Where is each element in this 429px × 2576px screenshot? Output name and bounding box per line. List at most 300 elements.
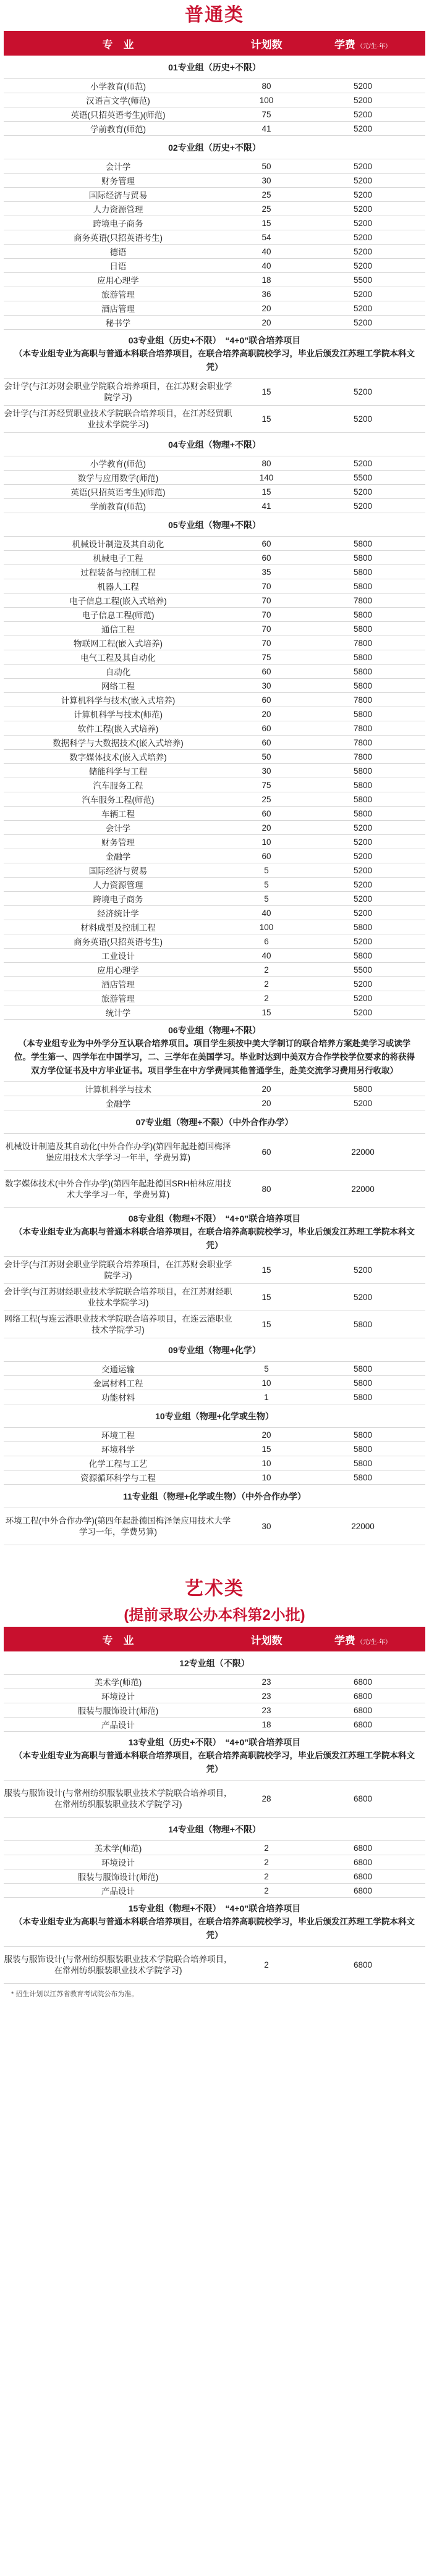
plan-count: 2 (264, 1857, 269, 1867)
table-row (4, 159, 425, 174)
tuition-fee: 5800 (353, 922, 373, 932)
table-row (4, 565, 425, 579)
plan-count: 80 (261, 81, 271, 91)
table-row (4, 863, 425, 878)
major-name: 数学与应用数学(师范) (77, 474, 159, 483)
major-name: 会计学(与江苏财经职业技术学院联合培养项目，在江苏财经职业技术学院学习) (4, 1286, 232, 1307)
plan-count: 60 (261, 553, 271, 563)
plan-count: 36 (261, 289, 271, 299)
major-name: 酒店管理 (101, 304, 135, 314)
plan-count: 70 (261, 638, 271, 648)
art-section-title: 艺术类 (185, 1579, 244, 1599)
plan-count: 41 (261, 124, 271, 133)
major-name: 日语 (109, 262, 127, 271)
plan-count: 40 (261, 246, 271, 256)
tuition-fee: 5800 (353, 1392, 373, 1402)
major-name: 环境科学 (101, 1445, 135, 1454)
major-name: 功能材料 (101, 1393, 135, 1403)
plan-count: 20 (261, 1098, 271, 1108)
major-name: 美术学(师范) (94, 1678, 142, 1687)
table-row (4, 551, 425, 565)
plan-count: 50 (261, 752, 271, 761)
major-name: 英语(只招英语考生)(师范) (70, 488, 166, 497)
table-row (4, 594, 425, 608)
plan-count: 20 (261, 823, 271, 833)
major-name: 商务英语(只招英语考生) (74, 938, 163, 947)
header-major: 专 业 (102, 38, 134, 51)
table-row (4, 920, 425, 934)
major-name: 经济统计学 (97, 909, 139, 918)
plan-count: 28 (261, 1794, 271, 1803)
tuition-fee: 5200 (353, 124, 373, 133)
tuition-fee: 6800 (353, 1691, 373, 1701)
table-row (4, 693, 425, 707)
table-row (4, 963, 425, 977)
plan-count: 80 (261, 458, 271, 468)
major-name: 机械设计制造及其自动化 (72, 540, 164, 549)
major-name: 电子信息工程(师范) (82, 611, 155, 620)
major-name: 旅游管理 (101, 994, 135, 1004)
plan-count: 25 (261, 204, 271, 214)
tuition-fee: 5200 (353, 414, 373, 424)
tuition-fee: 6800 (353, 1886, 373, 1895)
art-table-header (4, 1627, 425, 1651)
plan-count: 25 (261, 190, 271, 199)
table-row (4, 202, 425, 216)
tuition-fee: 5200 (353, 894, 373, 904)
table-row (4, 259, 425, 273)
table-row (4, 764, 425, 778)
major-name: 汽车服务工程(师范) (82, 795, 155, 805)
tuition-fee: 5800 (353, 1084, 373, 1094)
major-name: 服装与服饰设计(与常州纺织服装职业技术学院联合培养项目，在常州纺织服装职业技术学院学习) (4, 1954, 232, 1975)
plan-count: 18 (261, 1719, 271, 1729)
table-row (4, 1390, 425, 1404)
tuition-fee: 5200 (353, 879, 373, 889)
major-name: 服装与服饰设计(师范) (77, 1873, 159, 1882)
general-table-header (4, 31, 425, 56)
table-row (4, 1362, 425, 1376)
major-name: 环境工程(中外合作办学)(第四年起赴德国梅泽堡应用技术大学学习一年，学费另算) (5, 1516, 231, 1537)
major-name: 机械电子工程 (93, 554, 143, 563)
table-row (4, 485, 425, 499)
table-row (4, 878, 425, 892)
major-name: 美术学(师范) (94, 1844, 142, 1853)
major-name: 资源循环科学与工程 (80, 1474, 156, 1483)
plan-count: 10 (261, 837, 271, 847)
major-name: 汉语言文学(师范) (86, 96, 150, 106)
table-row (4, 1869, 425, 1884)
major-name: 会计学 (105, 162, 131, 172)
group-title: 02专业组（历史+不限） (4, 136, 425, 159)
major-name: 网络工程(与连云港职业技术学院联合培养项目，在连云港职业技术学院学习) (4, 1314, 232, 1335)
plan-count: 35 (261, 567, 271, 577)
tuition-fee: 5800 (353, 624, 373, 634)
art-section-subtitle: (提前录取公办本科第2小批) (124, 1607, 305, 1624)
major-name: 汽车服务工程 (93, 781, 143, 791)
table-row (4, 636, 425, 650)
major-name: 环境工程 (101, 1431, 135, 1440)
table-row (4, 650, 425, 665)
plan-count: 20 (261, 1430, 271, 1440)
plan-count: 20 (261, 1084, 271, 1094)
table-row (4, 707, 425, 721)
plan-count: 5 (264, 879, 269, 889)
tuition-fee: 5200 (353, 993, 373, 1003)
header-plan: 计划数 (250, 38, 282, 51)
major-name: 金融学 (105, 852, 131, 862)
major-name: 跨境电子商务 (93, 895, 143, 904)
plan-count: 100 (259, 922, 274, 932)
plan-count: 10 (261, 1472, 271, 1482)
tuition-fee: 6800 (353, 1719, 373, 1729)
major-name: 数据科学与大数据技术(嵌入式培养) (53, 739, 184, 748)
plan-count: 23 (261, 1705, 271, 1715)
table-row (4, 79, 425, 93)
table-row (4, 537, 425, 551)
table-row (4, 1781, 425, 1818)
tuition-fee: 5200 (353, 851, 373, 861)
table-row (4, 934, 425, 949)
plan-count: 10 (261, 1458, 271, 1468)
plan-count: 5 (264, 894, 269, 904)
tuition-fee: 5200 (353, 109, 373, 119)
tuition-fee: 5800 (353, 1378, 373, 1388)
tuition-fee: 5200 (353, 161, 373, 171)
header-fee: 学费 （元/生·年） (334, 38, 392, 51)
table-row (4, 849, 425, 863)
plan-count: 60 (261, 723, 271, 733)
tuition-fee: 5500 (353, 965, 373, 975)
tuition-fee: 5800 (353, 709, 373, 719)
table-row (4, 1855, 425, 1869)
table-row (4, 122, 425, 136)
tuition-fee: 7800 (353, 638, 373, 648)
tuition-fee: 5200 (353, 837, 373, 847)
table-row (4, 750, 425, 764)
tuition-fee: 7800 (353, 595, 373, 605)
group-title: 14专业组（物理+不限） (4, 1818, 425, 1841)
tuition-fee: 5200 (353, 204, 373, 214)
major-name: 应用心理学 (97, 276, 139, 285)
tuition-fee: 5200 (353, 1007, 373, 1017)
tuition-fee: 5800 (353, 610, 373, 619)
group-note: （本专业组专业为高职与普通本科联合培养项目，在联合培养高职院校学习，毕业后颁发江苏理工学院本科文凭） (14, 1227, 415, 1250)
tuition-fee: 6800 (353, 1705, 373, 1715)
plan-count: 70 (261, 581, 271, 591)
table-row (4, 216, 425, 230)
plan-count: 1 (264, 1392, 269, 1402)
tuition-fee: 5200 (353, 865, 373, 875)
group-header (4, 1208, 425, 1257)
group-title: 04专业组（物理+不限） (4, 433, 425, 456)
major-name: 学前教育(师范) (90, 125, 146, 134)
major-name: 人力资源管理 (93, 205, 143, 214)
tuition-fee: 5800 (353, 1444, 373, 1454)
plan-count: 60 (261, 851, 271, 861)
plan-count: 15 (261, 1293, 271, 1302)
plan-count: 140 (259, 472, 274, 482)
plan-count: 15 (261, 487, 271, 497)
plan-count: 5 (264, 1364, 269, 1374)
table-row (4, 245, 425, 259)
tuition-fee: 6800 (353, 1843, 373, 1853)
plan-count: 6 (264, 936, 269, 946)
tuition-fee: 7800 (353, 723, 373, 733)
major-name: 金属材料工程 (93, 1379, 143, 1388)
table-row (4, 1508, 425, 1545)
plan-count: 60 (261, 737, 271, 747)
tuition-fee: 5800 (353, 808, 373, 818)
plan-count: 70 (261, 595, 271, 605)
tuition-fee: 5800 (353, 1430, 373, 1440)
group-title: 15专业组（物理+不限） “4+0”联合培养项目 (128, 1903, 301, 1913)
table-row (4, 792, 425, 807)
tuition-fee: 7800 (353, 737, 373, 747)
group-title: 10专业组（物理+化学或生物） (4, 1404, 425, 1428)
plan-count: 100 (259, 95, 274, 105)
group-header (4, 1732, 425, 1781)
table-row (4, 665, 425, 679)
major-name: 德语 (109, 248, 127, 257)
plan-count: 54 (261, 232, 271, 242)
group-header (4, 1020, 425, 1082)
major-name: 产品设计 (101, 1721, 135, 1730)
major-name: 过程装备与控制工程 (80, 568, 156, 577)
plan-count: 75 (261, 109, 271, 119)
table-row (4, 1471, 425, 1485)
major-name: 机械设计制造及其自动化(中外合作办学)(第四年起赴德国梅泽堡应用技术大学学习一年半，学费另算) (5, 1141, 231, 1162)
major-name: 国际经济与贸易 (88, 866, 148, 876)
major-name: 计算机科学与技术(师范) (74, 710, 163, 720)
tuition-fee: 5200 (353, 936, 373, 946)
plan-count: 2 (264, 1960, 269, 1970)
header-major: 专 业 (102, 1634, 134, 1647)
tuition-fee: 5800 (353, 681, 373, 690)
major-name: 酒店管理 (101, 980, 135, 989)
major-name: 工业设计 (101, 952, 135, 961)
tuition-fee: 5200 (353, 823, 373, 833)
major-name: 软件工程(嵌入式培养) (77, 724, 159, 734)
major-name: 物联网工程(嵌入式培养) (74, 639, 163, 648)
major-name: 会计学(与江苏财会职业学院联合培养项目，在江苏财会职业学院学习) (4, 1259, 232, 1280)
plan-count: 70 (261, 624, 271, 634)
major-name: 环境设计 (101, 1692, 135, 1701)
tuition-fee: 5800 (353, 1320, 373, 1329)
major-name: 自动化 (105, 668, 131, 677)
tuition-fee: 5200 (353, 1098, 373, 1108)
tuition-fee: 5200 (353, 1293, 373, 1302)
tuition-fee: 5200 (353, 317, 373, 327)
plan-count: 18 (261, 275, 271, 285)
group-header (4, 330, 425, 379)
tuition-fee: 22000 (351, 1185, 375, 1194)
tuition-fee: 5800 (353, 567, 373, 577)
tuition-fee: 5200 (353, 979, 373, 989)
tuition-fee: 5200 (353, 246, 373, 256)
major-name: 财务管理 (101, 838, 135, 847)
plan-count: 25 (261, 794, 271, 804)
table-row (4, 1428, 425, 1442)
table-row (4, 1376, 425, 1390)
plan-count: 20 (261, 303, 271, 313)
tuition-fee: 6800 (353, 1677, 373, 1687)
header-plan: 计划数 (250, 1634, 282, 1647)
tuition-fee: 5800 (353, 1472, 373, 1482)
major-name: 小学教育(师范) (90, 459, 146, 469)
table-row (4, 721, 425, 736)
group-header (4, 1898, 425, 1947)
tuition-fee: 5500 (353, 275, 373, 285)
table-row (4, 406, 425, 433)
group-note: （本专业组专业为中外学分互认联合培养项目。项目学生须按中美大学制订的联合培养方案赴美学习或读学位。学生第一、四学年在中国学习，二、三学年在美国学习。毕业时达到中美双方合作学校学位要求的将获得双方学位证书及中方毕业证书。项目学生在中方学费同其他普通学生，赴美交流学习费用另行收取） (14, 1039, 415, 1075)
plan-count: 2 (264, 1886, 269, 1895)
tuition-fee: 5200 (353, 218, 373, 228)
major-name: 应用心理学 (97, 966, 139, 975)
tuition-fee: 5200 (353, 487, 373, 497)
table-row (4, 379, 425, 406)
tuition-fee: 22000 (351, 1522, 375, 1531)
group-title: 01专业组（历史+不限） (4, 56, 425, 79)
plan-count: 23 (261, 1691, 271, 1701)
table-row (4, 1456, 425, 1471)
plan-count: 80 (261, 1185, 271, 1194)
major-name: 服装与服饰设计(师范) (77, 1706, 159, 1716)
table-row (4, 679, 425, 693)
table-row (4, 906, 425, 920)
tuition-fee: 22000 (351, 1147, 375, 1157)
plan-count: 30 (261, 1522, 271, 1531)
tuition-fee: 5800 (353, 666, 373, 676)
plan-count: 60 (261, 808, 271, 818)
footnote: * 招生计划以江苏省教育考试院公布为准。 (11, 1991, 138, 1998)
plan-count: 60 (261, 695, 271, 705)
plan-count: 40 (261, 908, 271, 918)
major-name: 计算机科学与技术(嵌入式培养) (61, 696, 176, 705)
table-row (4, 471, 425, 485)
major-name: 化学工程与工艺 (88, 1459, 148, 1469)
table-row (4, 1689, 425, 1703)
table-row (4, 892, 425, 906)
table-row (4, 273, 425, 287)
tuition-fee: 5800 (353, 780, 373, 790)
major-name: 会计学(与江苏经贸职业技术学院联合培养项目，在江苏经贸职业技术学院学习) (4, 408, 232, 429)
major-name: 环境设计 (101, 1858, 135, 1868)
tuition-fee: 5200 (353, 1265, 373, 1275)
major-name: 统计学 (105, 1009, 131, 1018)
plan-count: 2 (264, 993, 269, 1003)
plan-count: 5 (264, 865, 269, 875)
plan-count: 70 (261, 610, 271, 619)
tuition-fee: 7800 (353, 695, 373, 705)
major-name: 会计学(与江苏财会职业学院联合培养项目，在江苏财会职业学院学习) (4, 381, 232, 402)
art-table-body (4, 1651, 425, 1984)
table-row (4, 622, 425, 636)
major-name: 旅游管理 (101, 290, 135, 300)
table-row (4, 174, 425, 188)
major-name: 学前教育(师范) (90, 502, 146, 511)
major-name: 财务管理 (101, 177, 135, 186)
table-row (4, 835, 425, 849)
plan-count: 15 (261, 387, 271, 396)
major-name: 储能科学与工程 (88, 767, 148, 776)
table-row (4, 1884, 425, 1898)
table-row (4, 456, 425, 471)
table-row (4, 1718, 425, 1732)
tuition-fee: 7800 (353, 752, 373, 761)
tuition-fee: 5200 (353, 908, 373, 918)
tuition-fee: 5200 (353, 303, 373, 313)
tuition-fee: 5200 (353, 81, 373, 91)
plan-count: 60 (261, 666, 271, 676)
plan-count: 20 (261, 317, 271, 327)
group-note: （本专业组专业为高职与普通本科联合培养项目，在联合培养高职院校学习，毕业后颁发江苏理工学院本科文凭） (14, 349, 415, 372)
table-row (4, 977, 425, 991)
table-row (4, 778, 425, 792)
table-row (4, 107, 425, 122)
plan-count: 15 (261, 1007, 271, 1017)
tuition-fee: 5500 (353, 472, 373, 482)
group-title: 13专业组（历史+不限） “4+0”联合培养项目 (128, 1737, 301, 1747)
header-fee: 学费 （元/生·年） (334, 1634, 392, 1647)
group-note: （本专业组专业为高职与普通本科联合培养项目，在联合培养高职院校学习，毕业后颁发江苏理工学院本科文凭） (14, 1751, 415, 1774)
major-name: 数字媒体技术(中外合作办学)(第四年起赴德国SRH柏林应用技术大学学习一年，学费另算) (5, 1178, 231, 1199)
table-row (4, 608, 425, 622)
table-row (4, 991, 425, 1005)
tuition-fee: 5800 (353, 539, 373, 548)
major-name: 电气工程及其自动化 (80, 653, 156, 663)
tuition-fee: 5200 (353, 261, 373, 271)
major-name: 网络工程 (101, 682, 135, 691)
tuition-fee: 6800 (353, 1871, 373, 1881)
plan-count: 50 (261, 161, 271, 171)
table-row (4, 499, 425, 513)
table-row (4, 1096, 425, 1110)
group-title: 09专业组（物理+化学） (4, 1338, 425, 1362)
table-row (4, 1947, 425, 1984)
major-name: 材料成型及控制工程 (80, 923, 156, 933)
major-name: 机器人工程 (97, 582, 139, 592)
table-row (4, 316, 425, 330)
plan-count: 2 (264, 965, 269, 975)
table-row (4, 1005, 425, 1020)
table-row (4, 1311, 425, 1338)
general-table-body (4, 56, 425, 1545)
table-row (4, 1841, 425, 1855)
general-section-title: 普通类 (185, 5, 244, 25)
table-row (4, 821, 425, 835)
major-name: 产品设计 (101, 1887, 135, 1896)
major-name: 秘书学 (105, 319, 131, 328)
major-name: 数字媒体技术(嵌入式培养) (69, 753, 167, 762)
plan-count: 2 (264, 979, 269, 989)
major-name: 小学教育(师范) (90, 82, 146, 91)
tuition-fee: 5800 (353, 950, 373, 960)
table-row (4, 1171, 425, 1208)
major-name: 电子信息工程(嵌入式培养) (69, 597, 167, 606)
major-name: 会计学 (105, 824, 131, 833)
tuition-fee: 5200 (353, 95, 373, 105)
plan-count: 41 (261, 501, 271, 511)
table-row (4, 1284, 425, 1311)
plan-count: 40 (261, 261, 271, 271)
plan-count: 10 (261, 1378, 271, 1388)
major-name: 通信工程 (101, 625, 135, 634)
tuition-fee: 5800 (353, 1364, 373, 1374)
plan-count: 15 (261, 1265, 271, 1275)
table-row (4, 287, 425, 301)
plan-count: 23 (261, 1677, 271, 1687)
